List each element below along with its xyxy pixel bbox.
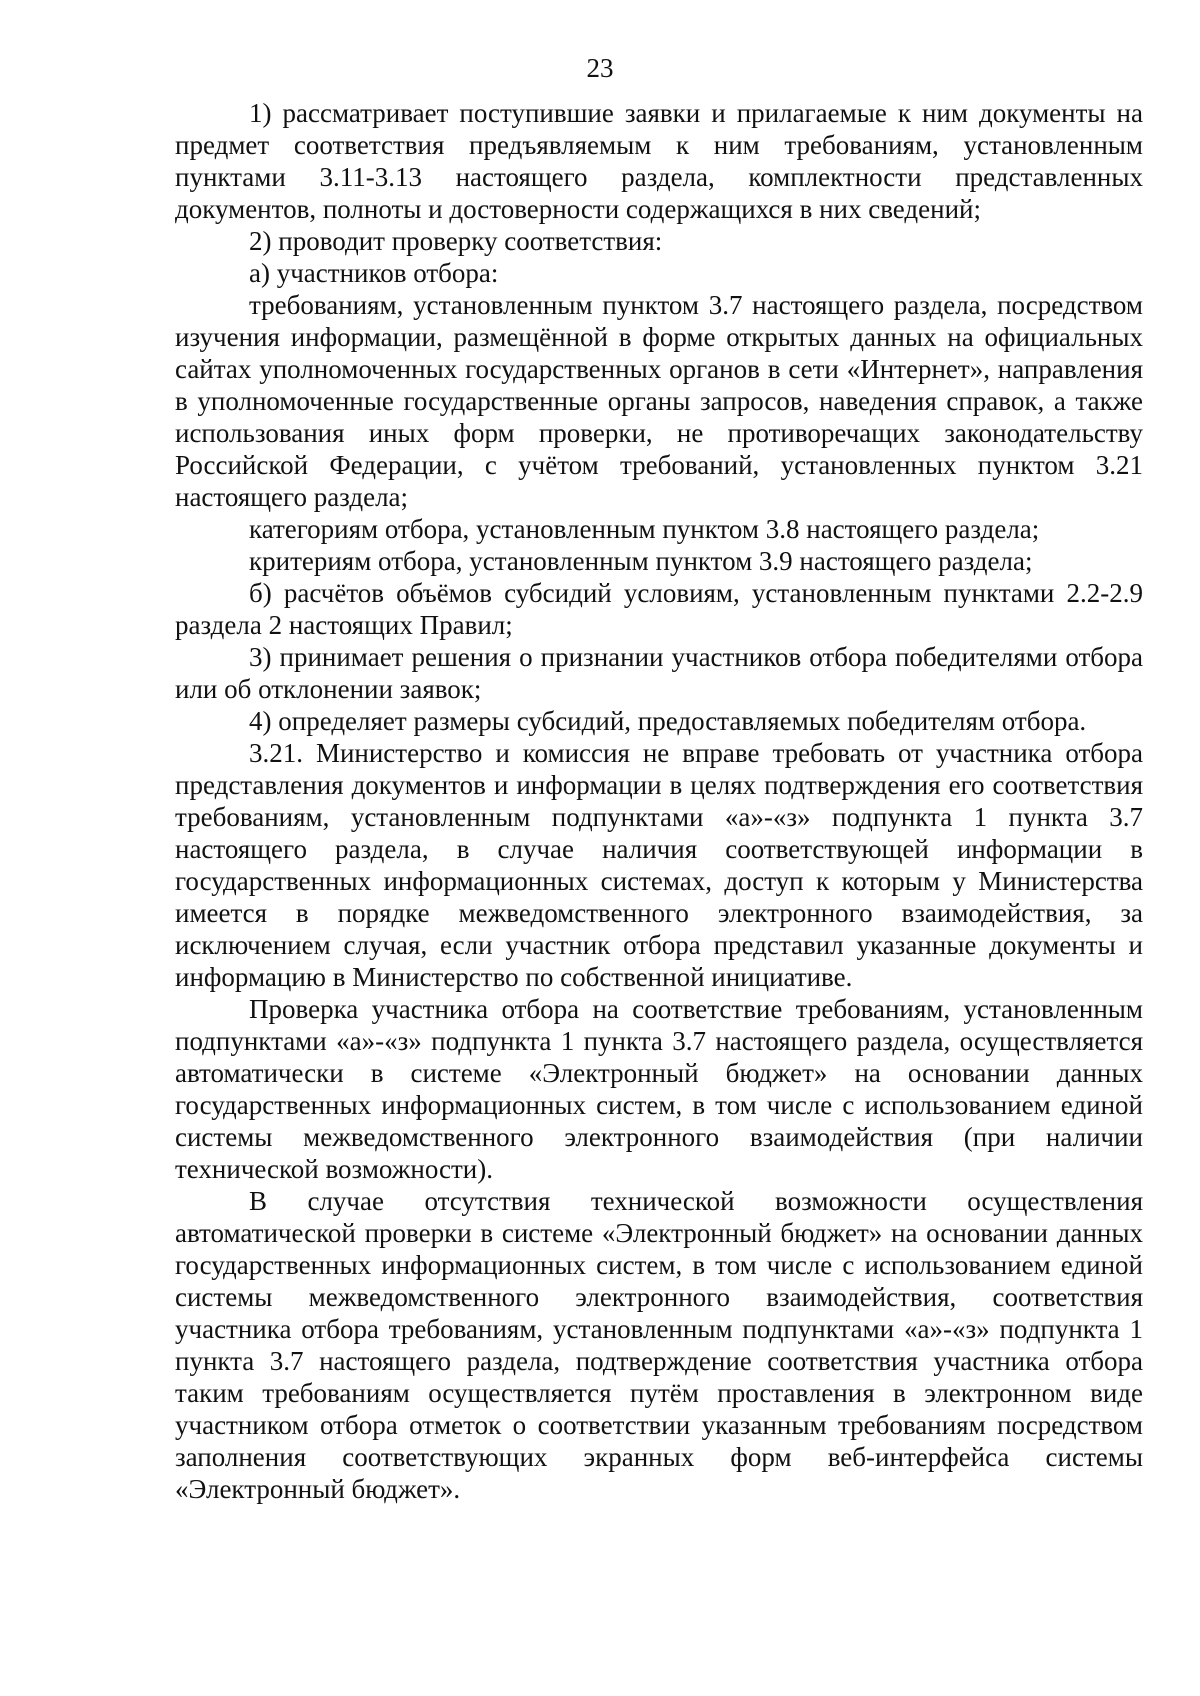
paragraph-5: категориям отбора, установленным пунктом 3.8 настоящего раздела;: [249, 514, 1040, 544]
paragraph-12: В случае отсутствия технической возможности осуществления автоматической проверки в системе «Электронный бюджет» на основании данных государственных информационных систем, в том числе с использованием единой системы межведомственного электронного взаимодействия, соответствия участника отбора требованиям, установленным подпунктами «а»-«з» подпункта 1 пункта 3.7 настоящего раздела, подтверждение соответствия участника отбора таким требованиям осуществляется путём проставления в электронном виде участником отбора отметок о соответствии указанным требованиям посредством заполнения соответствующих экранных форм веб-интерфейса системы «Электронный бюджет».: [175, 1186, 1143, 1504]
paragraph-2: 2) проводит проверку соответствия:: [249, 226, 663, 256]
paragraph-4: требованиям, установленным пунктом 3.7 настоящего раздела, посредством изучения информации, размещённой в форме открытых данных на официальных сайтах уполномоченных государственных органов в сети «Интернет», направления в уполномоченные государственные органы запросов, наведения справок, а также использования иных форм проверки, не противоречащих законодательству Российской Федерации, с учётом требований, установленных пунктом 3.21 настоящего раздела;: [175, 290, 1143, 512]
paragraph-6: критериям отбора, установленным пунктом 3.9 настоящего раздела;: [249, 546, 1033, 576]
paragraph-3: а) участников отбора:: [249, 258, 499, 288]
paragraph-10: 3.21. Министерство и комиссия не вправе требовать от участника отбора представления документов и информации в целях подтверждения его соответствия требованиям, установленным подпунктами «а»-«з» подпункта 1 пункта 3.7 настоящего раздела, в случае наличия соответствующей информации в государственных информационных системах, доступ к которым у Министерства имеется в порядке межведомственного электронного взаимодействия, за исключением случая, если участник отбора представил указанные документы и информацию в Министерство по собственной инициативе.: [175, 738, 1143, 992]
paragraph-1: 1) рассматривает поступившие заявки и прилагаемые к ним документы на предмет соответствия предъявляемым к ним требованиям, установленным пунктами 3.11-3.13 настоящего раздела, комплектности представленных документов, полноты и достоверности содержащихся в них сведений;: [175, 98, 1143, 224]
document-body: [175, 97, 1143, 1505]
paragraph-11: Проверка участника отбора на соответствие требованиям, установленным подпунктами «а»-«з» подпункта 1 пункта 3.7 настоящего раздела, осуществляется автоматически в системе «Электронный бюджет» на основании данных государственных информационных систем, в том числе с использованием единой системы межведомственного электронного взаимодействия (при наличии технической возможности).: [175, 994, 1143, 1184]
paragraph-8: 3) принимает решения о признании участников отбора победителями отбора или об отклонении заявок;: [175, 642, 1143, 704]
paragraph-9: 4) определяет размеры субсидий, предоставляемых победителям отбора.: [249, 706, 1087, 736]
paragraph-7: б) расчётов объёмов субсидий условиям, установленным пунктами 2.2-2.9 раздела 2 настоящих Правил;: [175, 578, 1143, 640]
page-number: 23: [586, 53, 614, 83]
